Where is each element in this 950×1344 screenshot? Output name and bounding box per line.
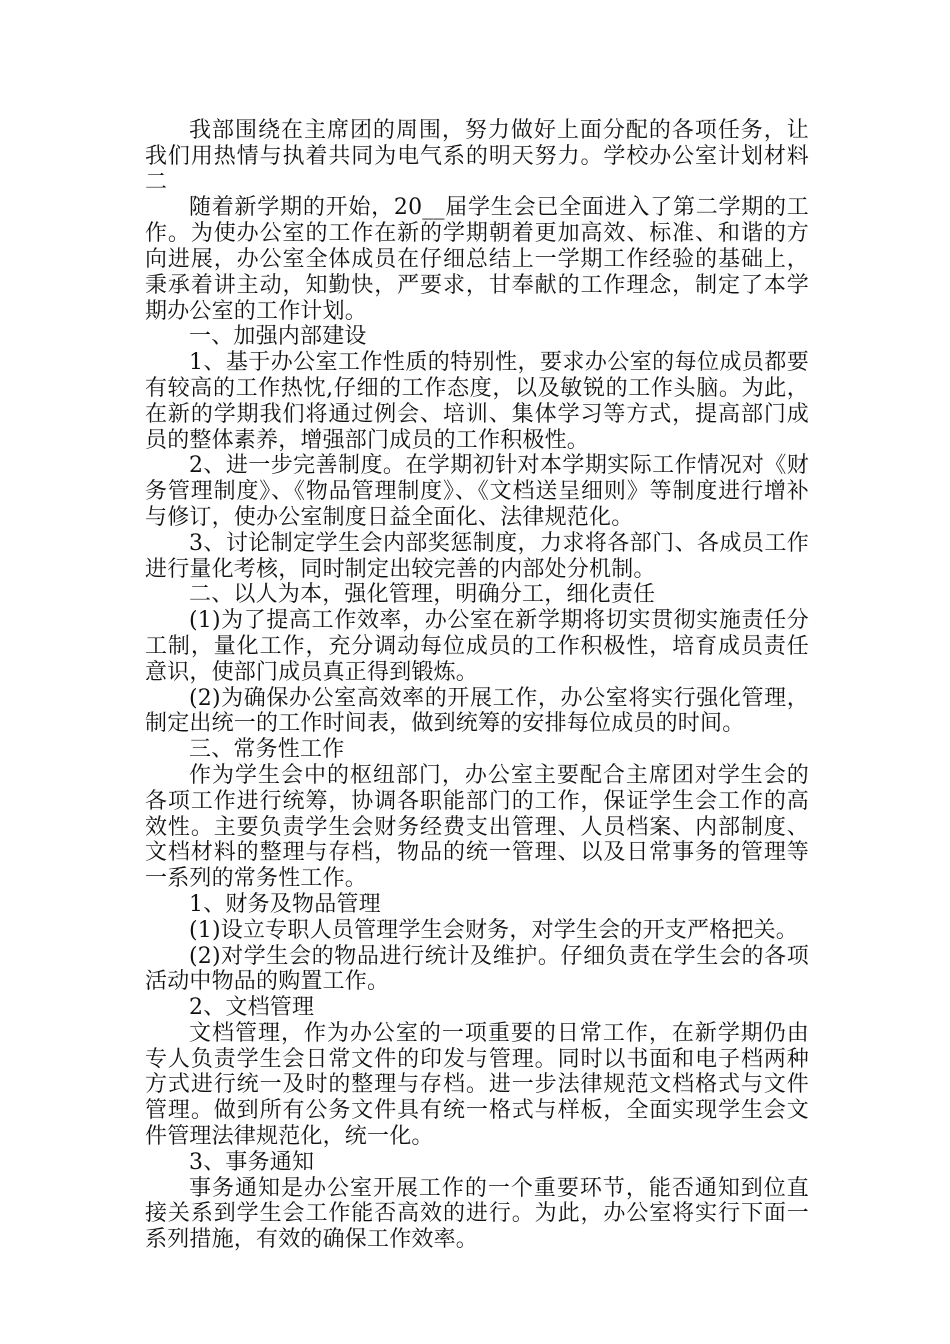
paragraph-finance-1: (1)设立专职人员管理学生会财务，对学生会的开支严格把关。: [189, 917, 798, 943]
paragraph-routine-work: 作为学生会中的枢纽部门，办公室主要配合主席团对学生会的各项工作进行统筹，协调各职能部门的工作，保证学生会工作的高效性。主要负责学生会财务经费支出管理、人员档案、内部制度、文档材料的整理与存档，物品的统一管理、以及日常事务的管理等一系列的常务性工作。: [145, 762, 809, 892]
subheading-finance-goods: 1、财务及物品管理: [189, 891, 381, 917]
subheading-document-management: 2、文档管理: [189, 995, 315, 1021]
paragraph-finance-2: (2)对学生会的物品进行统计及维护。仔细负责在学生会的各项活动中物品的购置工作。: [145, 943, 809, 995]
paragraph-item-3: 3、讨论制定学生会内部奖惩制度，力求将各部门、各成员工作进行量化考核，同时制定出较完善的内部处分机制。: [145, 530, 809, 582]
paragraph-item-2: 2、进一步完善制度。在学期初针对本学期实际工作情况对《财务管理制度》、《物品管理制度》、《文档送呈细则》等制度进行增补与修订，使办公室制度日益全面化、法律规范化。: [145, 453, 809, 530]
document-body: [145, 118, 809, 1253]
paragraph-new-semester: 随着新学期的开始，20__届学生会已全面进入了第二学期的工作。为使办公室的工作在新的学期朝着更加高效、标准、和谐的方向进展，办公室全体成员在仔细总结上一学期工作经验的基础上，秉承着讲主动，知勤快，严要求，甘奉献的工作理念，制定了本学期办公室的工作计划。: [145, 195, 809, 324]
paragraph-document-management: 文档管理，作为办公室的一项重要的日常工作，在新学期仍由专人负责学生会日常文件的印发与管理。同时以书面和电子档两种方式进行统一及时的整理与存档。进一步法律规范文档格式与文件管理。做到所有公务文件具有统一格式与样板，全面实现学生会文件管理法律规范化，统一化。: [145, 1020, 809, 1150]
paragraph-item-1: 1、基于办公室工作性质的特别性，要求办公室的每位成员都要有较高的工作热忱,仔细的工作态度，以及敏锐的工作头脑。为此，在新的学期我们将通过例会、培训、集体学习等方式，提高部门成员的整体素养，增强部门成员的工作积极性。: [145, 350, 809, 453]
section-heading-people-oriented: 二、以人为本，强化管理，明确分工，细化责任: [189, 582, 656, 608]
paragraph-intro: 我部围绕在主席团的周围，努力做好上面分配的各项任务，让我们用热情与执着共同为电气系的明天努力。学校办公室计划材料二: [145, 118, 809, 195]
section-heading-routine-work: 三、常务性工作: [189, 737, 345, 763]
section-heading-internal-construction: 一、加强内部建设: [189, 324, 367, 350]
subheading-affairs-notice: 3、事务通知: [189, 1149, 315, 1175]
paragraph-affairs-notice: 事务通知是办公室开展工作的一个重要环节，能否通知到位直接关系到学生会工作能否高效的进行。为此，办公室将实行下面一系列措施，有效的确保工作效率。: [145, 1175, 809, 1253]
paragraph-sub-2: (2)为确保办公室高效率的开展工作，办公室将实行强化管理，制定出统一的工作时间表，做到统筹的安排每位成员的时间。: [145, 685, 809, 737]
paragraph-sub-1: (1)为了提高工作效率，办公室在新学期将切实贯彻实施责任分工制，量化工作，充分调动每位成员的工作积极性，培育成员责任意识，使部门成员真正得到锻炼。: [145, 608, 809, 685]
